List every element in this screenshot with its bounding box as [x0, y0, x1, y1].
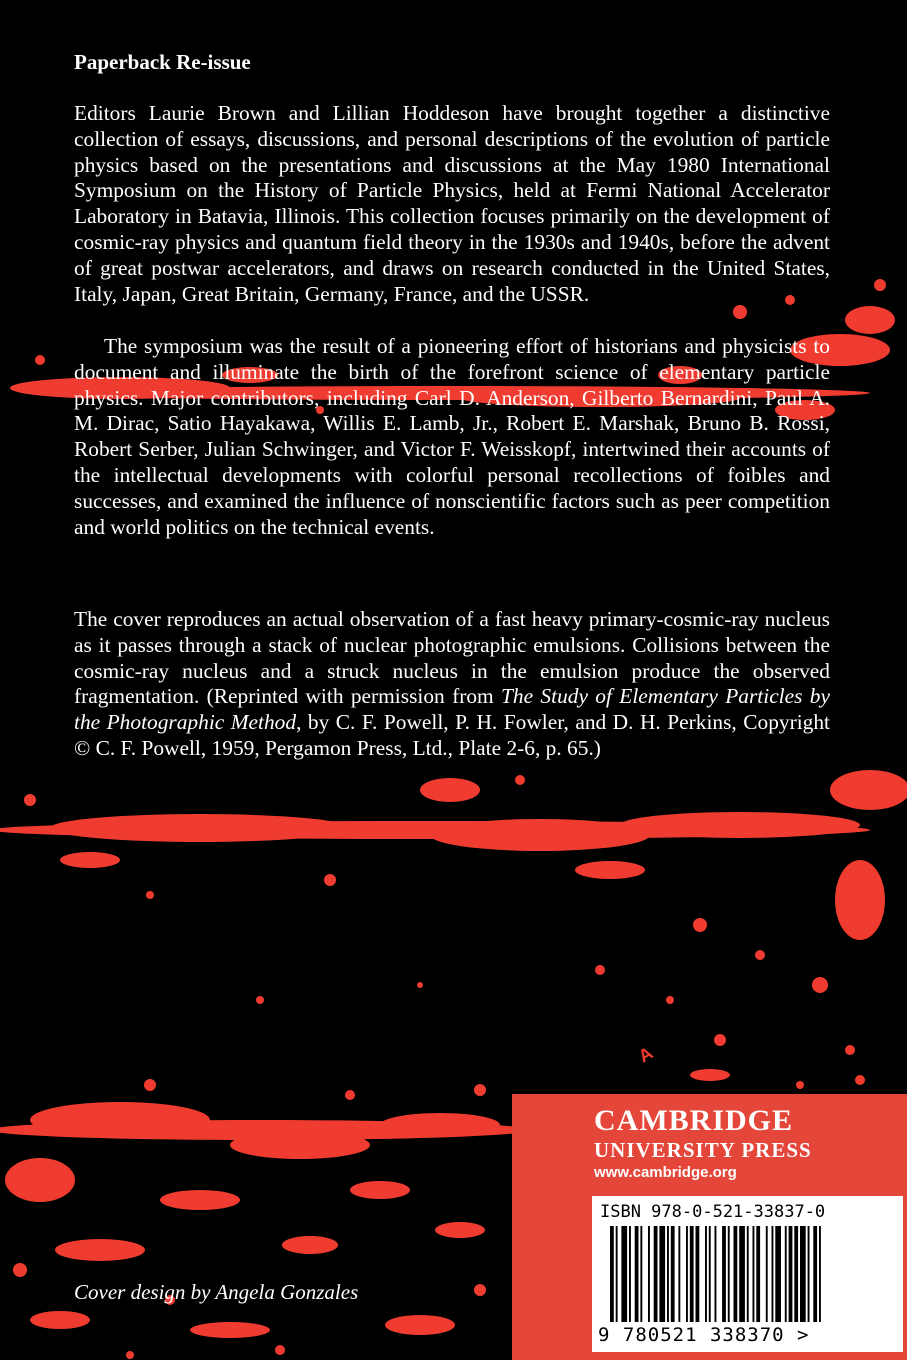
cover-note-text: The cover reproduces an actual observation of a fast heavy primary-cosmic-ray nucleus as it passes through a stack of nuclear photographic emulsions. Collisions between the cosmic-ray nucleus and a struck nucleus in the emulsion produce the observed fragmentation. (Reprinted with permission from [74, 607, 830, 709]
isbn-label: ISBN 978-0-521-33837-0 [600, 1202, 826, 1222]
barcode-bar [610, 1226, 614, 1322]
publisher-name: CAMBRIDGE [594, 1104, 794, 1137]
barcode-bar [667, 1226, 669, 1322]
barcode-bar [800, 1226, 806, 1322]
barcode-bar [629, 1226, 631, 1322]
barcode-bar [766, 1226, 768, 1322]
barcode-bar [739, 1226, 745, 1322]
barcode-bar [640, 1226, 642, 1322]
barcode-bar [808, 1226, 810, 1322]
barcode-bar [785, 1226, 787, 1322]
cover-design-credit: Cover design by Angela Gonzales [74, 1280, 359, 1304]
barcode-bar [690, 1226, 694, 1322]
barcode-bar [722, 1226, 726, 1322]
barcode-bar [794, 1226, 798, 1322]
barcode-bar [819, 1226, 821, 1322]
track-label: A [635, 1042, 657, 1067]
paragraph-intro: Editors Laurie Brown and Lillian Hoddeson have brought together a distinctive collection of essays, discussions, and personal descriptions of the evolution of particle physics based on the presentations and discussions at the May 1980 International Symposium on the History of Particle Physics, held at Fermi National Accelerator Laboratory in Batavia, Illinois. This collection focuses primarily on the development of cosmic-ray physics and quantum field theory in the 1930s and 1940s, before the advent of great postwar accelerators, and draws on research conducted in the United States, Italy, Japan, Great Britain, Germany, France, and the USSR. [74, 101, 830, 306]
barcode-bar [654, 1226, 658, 1322]
barcode-digits: 9 780521 338370 > [598, 1324, 810, 1346]
barcode-bars [610, 1226, 896, 1322]
barcode-bar [789, 1226, 793, 1322]
barcode-bar [715, 1226, 717, 1322]
barcode-bar [659, 1226, 665, 1322]
barcode-bar [635, 1226, 639, 1322]
barcode-bar [753, 1226, 755, 1322]
barcode-bar [728, 1226, 730, 1322]
barcode-bar [772, 1226, 774, 1322]
barcode-bar [756, 1226, 760, 1322]
barcode-bar [747, 1226, 749, 1322]
heading: Paperback Re-issue [74, 50, 251, 74]
barcode-bar [696, 1226, 700, 1322]
barcode-bar [648, 1226, 650, 1322]
paragraph-symposium: The symposium was the result of a pioneering effort of historians and physicists to document and illuminate the birth of the forefront science of elementary particle physics. Major contributors, including Carl D. Anderson, Gilberto Bernardini, Paul A. M. Dirac, Satio Hayakawa, Willis E. Lamb, Jr., Robert E. Marshak, Bruno B. Rossi, Robert Serber, Julian Schwinger, and Victor F. Weisskopf, intertwined their accounts of the intellectual developments with colorful personal recollections of foibles and successes, and examined the influence of nonscientific factors such as peer competition and world politics on the technical events. [74, 334, 830, 539]
barcode-bar [671, 1226, 675, 1322]
paragraph-cover-note [74, 607, 830, 762]
publisher-subtitle: UNIVERSITY PRESS [594, 1138, 812, 1162]
publisher-panel [512, 1094, 907, 1360]
barcode-bar [775, 1226, 781, 1322]
cited-book-title: The Study of Elementary Particles by the Photographic Method [74, 684, 830, 735]
barcode-bar [616, 1226, 618, 1322]
publisher-url: www.cambridge.org [594, 1164, 737, 1181]
barcode-bar [686, 1226, 688, 1322]
barcode-bar [813, 1226, 817, 1322]
barcode-bar [734, 1226, 738, 1322]
barcode-bar [621, 1226, 627, 1322]
barcode-bar [709, 1226, 711, 1322]
cover-note-citation: , by C. F. Powell, P. H. Fowler, and D. H. Perkins, Copyright © C. F. Powell, 1959, Pergamon Press, Ltd., Plate 2-6, p. 65.) [74, 710, 830, 760]
barcode-bar [705, 1226, 707, 1322]
barcode [592, 1196, 903, 1352]
barcode-bar [678, 1226, 680, 1322]
